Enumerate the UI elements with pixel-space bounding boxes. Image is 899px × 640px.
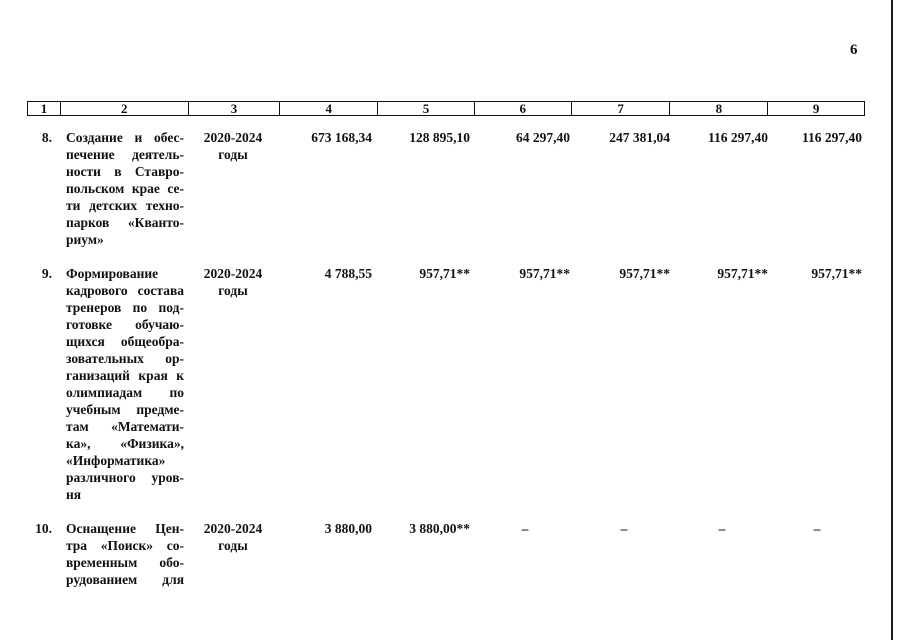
value-2021: – [521, 521, 529, 536]
value-2024: – [813, 521, 821, 536]
value-2020: 3 880,00** [409, 521, 470, 536]
column-header: 3 [189, 102, 281, 115]
row-number: 10. [35, 521, 52, 536]
column-header: 1 [28, 102, 61, 115]
value-2022: 957,71** [619, 266, 670, 281]
page-number: 6 [850, 42, 858, 58]
value-2021: 64 297,40 [516, 130, 570, 145]
column-header: 5 [378, 102, 475, 115]
row-number: 8. [41, 130, 52, 145]
column-header: 4 [280, 102, 378, 115]
value-total: 673 168,34 [311, 130, 372, 145]
value-2022: – [620, 521, 628, 536]
value-2020: 128 895,10 [409, 130, 470, 145]
value-2023: – [718, 521, 726, 536]
column-header: 6 [475, 102, 572, 115]
value-2021: 957,71** [519, 266, 570, 281]
value-total: 4 788,55 [324, 266, 372, 281]
period: 2020-2024 годы [203, 266, 263, 298]
measure-name: Формирование кадрового состава тренеров по под- готовке обучаю- щихся общеобра- зовательных ор- ганизаций края к олимпиадам по учебным предме- там «Математи- ка», «Физика», «Информатика» различного уров- ня [66, 266, 184, 502]
value-2024: 116 297,40 [801, 130, 862, 145]
value-2023: 116 297,40 [707, 130, 768, 145]
column-header: 2 [61, 102, 189, 115]
column-header: 7 [572, 102, 671, 115]
value-2023: 957,71** [717, 266, 768, 281]
row-number: 9. [41, 266, 52, 281]
value-2024: 957,71** [811, 266, 862, 281]
value-2020: 957,71** [419, 266, 470, 281]
value-total: 3 880,00 [324, 521, 372, 536]
period: 2020-2024 годы [203, 521, 263, 553]
column-header: 8 [670, 102, 768, 115]
table-header-row [27, 101, 865, 116]
column-header: 9 [812, 101, 820, 116]
page-edge-rule [891, 0, 893, 640]
measure-name: Создание и обес- печение деятель- ности в Ставро- польском крае се- ти детских техно- парков «Кванто- риум» [66, 130, 184, 247]
period: 2020-2024 годы [203, 130, 263, 162]
value-2022: 247 381,04 [609, 130, 670, 145]
measure-name: Оснащение Цен- тра «Поиск» со- временным обо- рудованием для [66, 521, 184, 587]
